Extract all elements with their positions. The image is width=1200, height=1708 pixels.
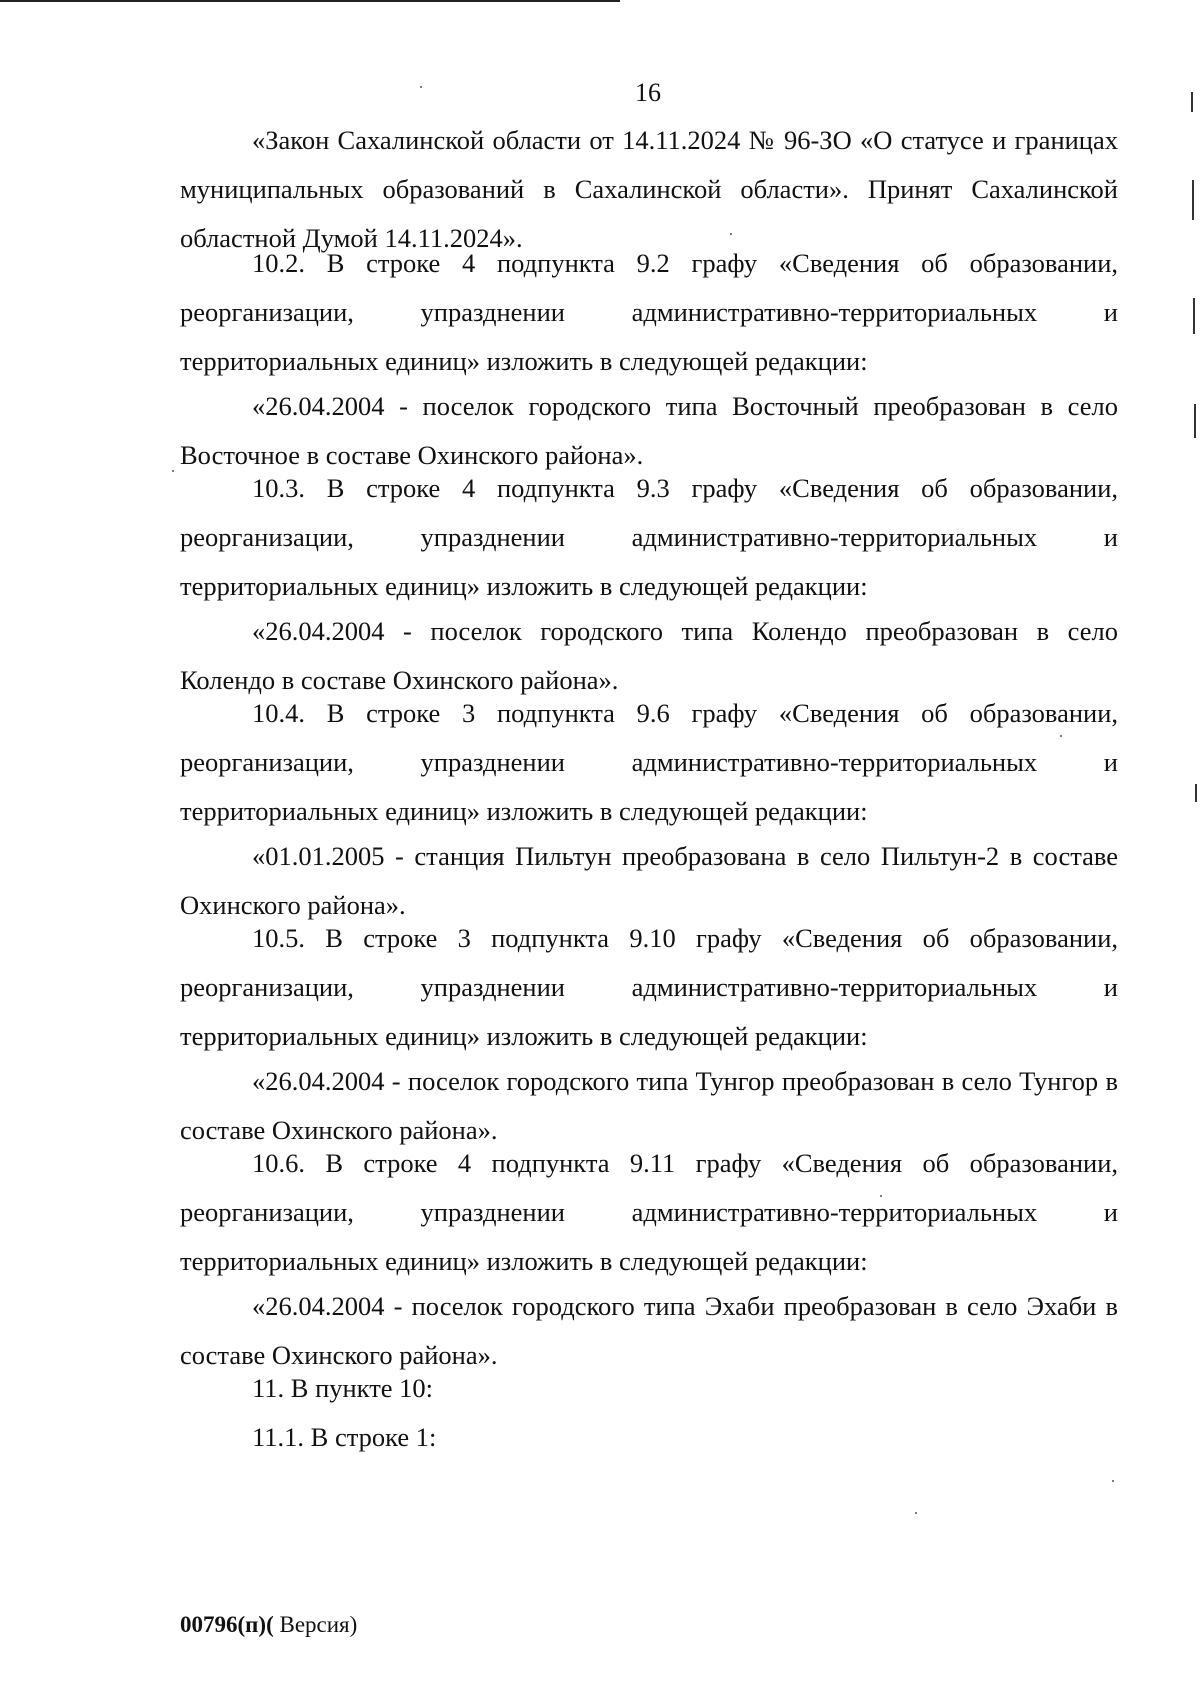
paragraph-11: 11. В пункте 10:: [252, 1373, 434, 1403]
scan-speck: [880, 1195, 882, 1197]
footer-version: Версия): [273, 1612, 358, 1637]
paragraph-10-3-text: «26.04.2004 - поселок городского типа Колендо преобразован в село Колендо в составе Охинского района».: [180, 616, 1118, 695]
scan-speck: [1112, 1480, 1114, 1482]
paragraph-10-4: 10.4. В строке 3 подпункта 9.6 графу «Сведения об образовании, реорганизации, упразднении административно-территориальных и территориальных единиц» изложить в следующей редакции:: [180, 698, 1118, 826]
scan-speck: [172, 470, 174, 472]
paragraph-10-4-text: «01.01.2005 - станция Пильтун преобразована в село Пильтун-2 в составе Охинского района».: [180, 841, 1118, 920]
paragraph-10-2-text: «26.04.2004 - поселок городского типа Восточный преобразован в село Восточное в составе Охинского района».: [180, 391, 1118, 470]
scan-speck: [1060, 735, 1062, 737]
page-number: 16: [635, 78, 661, 107]
document-footer: [180, 1610, 357, 1640]
paragraph-10-6: 10.6. В строке 4 подпункта 9.11 графу «Сведения об образовании, реорганизации, упразднении административно-территориальных и территориальных единиц» изложить в следующей редакции:: [180, 1148, 1118, 1276]
scan-edge-mark: [1195, 784, 1197, 802]
paragraph-10-2: 10.2. В строке 4 подпункта 9.2 графу «Сведения об образовании, реорганизации, упразднении административно-территориальных и территориальных единиц» изложить в следующей редакции:: [180, 248, 1118, 376]
scan-edge-mark: [1194, 404, 1196, 438]
paragraph-10-5-text: «26.04.2004 - поселок городского типа Тунгор преобразован в село Тунгор в составе Охинского района».: [180, 1066, 1118, 1145]
paragraph-law-reference: «Закон Сахалинской области от 14.11.2024 № 96-ЗО «О статусе и границах муниципальных образований в Сахалинской области». Принят Сахалинской областной Думой 14.11.2024».: [180, 125, 1118, 253]
footer-code: 00796(п)(: [180, 1612, 274, 1637]
paragraph-10-6-text: «26.04.2004 - поселок городского типа Эхаби преобразован в село Эхаби в составе Охинского района».: [180, 1291, 1118, 1370]
scan-speck: [420, 86, 422, 88]
paragraph-10-5: 10.5. В строке 3 подпункта 9.10 графу «Сведения об образовании, реорганизации, упразднении административно-территориальных и территориальных единиц» изложить в следующей редакции:: [180, 923, 1118, 1051]
scan-edge-mark: [1192, 180, 1194, 220]
scan-speck: [730, 233, 732, 235]
top-rule: [0, 0, 620, 2]
scan-speck: [915, 1512, 917, 1514]
scan-edge-mark: [1193, 298, 1195, 334]
paragraph-10-3: 10.3. В строке 4 подпункта 9.3 графу «Сведения об образовании, реорганизации, упразднении административно-территориальных и территориальных единиц» изложить в следующей редакции:: [180, 473, 1118, 601]
paragraph-11-1: 11.1. В строке 1:: [252, 1422, 437, 1452]
scan-edge-mark: [1191, 92, 1193, 112]
